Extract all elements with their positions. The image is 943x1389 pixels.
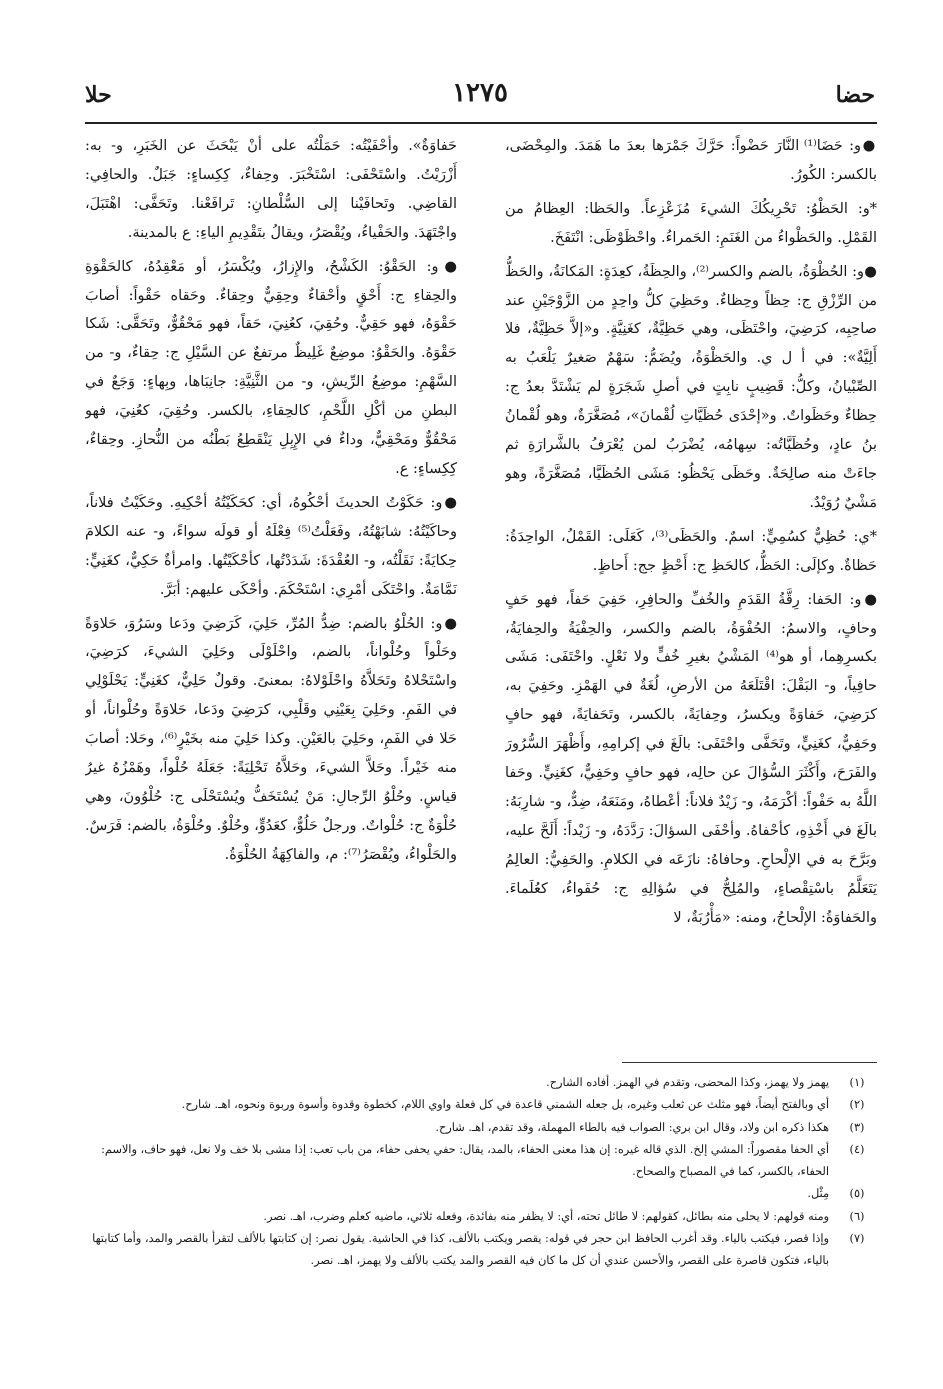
footnote-text: وإذا قصر، فيكتب بالياء. وقد أغرب الحافظ ابن حجر في قوله: يقصر ويكتب بالألف، كذا في الحاشية. يقول نصر: إن كتابتها بالألف لتقرأ بالقصر والمد، وأما كتابتها بالياء، فتكون قاصرة على القصر، والأحسن عندي أن كل ما كان فيه القصر والمد يكتب بالألف ولا يهمز، اهـ. نصر. [92, 1232, 829, 1268]
footnote-text: أي وبالفتح أيضاً، فهو مثلث عن ثعلب وغيره، بل جعله الشمني قاعدة في كل فعلة واوي اللام، كخطوة وقدوة وأسوة وربوة ونحوه، اهـ. شارح. [181, 1098, 829, 1112]
footnote-number: (٧) [849, 1232, 865, 1246]
entry-hada: ●و: حَضَا⁽¹⁾ النَّارَ حَضْواً: حَرَّكَ جَمْرَها بعدَ ما هَمَدَ. والمِحْضَى، بالكسر: الكُورُ. [505, 138, 877, 183]
footnote-text: أي الحفا مقصوراً: المشي إلخ. الذي قاله غيره: إن هذا معنى الحفاء، بالمد، يقال: حفي يحفى حفاء، من باب تعب: إذا مشى بلا خف ولا نعل، فهو حاف، والاسم: الحفاء، بالكسر، كما في المصباح والصحاح. [101, 1142, 829, 1179]
left-column [85, 132, 457, 1062]
entry-hazw: *و: الحَظْوُ: تَحْرِيكُكَ الشيءَ مُزَعْزِعاً. والحَظا: العِظامُ من القَمْلِ. والحَظْواءُ من الغَنَمِ: الحَمراءُ. واحْظَوْظَى: انْتَفَخَ. [505, 200, 877, 246]
footnote [67, 1228, 877, 1273]
footnote [67, 1183, 877, 1205]
entry-huzwa: ●و: الحُظْوَةُ، بالضم والكسر⁽²⁾، والحِظَةُ، كعِدَةٍ: المَكانَةُ، والحَظُّ من الرِّزْقِ ج: حِظاً وحِظاءٌ. وحَظِيَ كلُّ واحِدٍ من الزَّوْجَيْنِ عند صاحِبِه، كرَضِيَ، واحْتَظَى، وهي حَظِيَّةٌ، كغَنِيَّةٍ. و«إلاَّ حَظِيَّةٌ، فلا أَلِيَّةٌ»: في أ ل ي. والحَظْوَةُ، ويُضَمُّ: سَهْمٌ صَغيرٌ يَلْعَبُ به الصِّبْيانُ، وكلُّ: قَضِيبٍ نابِتٍ في أصلِ شَجَرَةٍ لم يَشْتَدَّ بعدُ ج: حِظاءٌ وحَظَواتٌ. و«إحْدَى حُظَيَّاتِ لُقْمانَ»، مُصَغَّرَةٌ، وهو لُقْمانُ بنُ عادٍ، وحُظَيَّاتُه: سِهامُه، يُضْرَبُ لمن يُعْرَفُ بالشَّرارَةِ ثم جاءَتْ منه صالِحَةٌ. وحَظَى يَحْظُو: مَشَى الحُظَيَّا، مُصَغَّرَةً، وهو مَشْيٌ رُوَيْدٌ. [505, 263, 877, 511]
header-left-word: حلا [85, 82, 112, 108]
footnotes [67, 1072, 877, 1273]
footnote-text: مِثْل. [807, 1187, 829, 1201]
page-header [85, 78, 875, 118]
footnote-number: (٤) [849, 1142, 865, 1156]
right-column [505, 132, 877, 1062]
footnote-number: (٢) [849, 1098, 865, 1112]
entry-huzi: *ي: حُظِيٌّ كسُمِيٍّ: اسمٌ. والحَظَى⁽³⁾، كَعَلَى: القَمْلُ، الواحِدَةُ: حَظاةٌ. وكإلَى: الحَظُّ، كالحَظِ ج: أَحْظٍ جج: أَحاظٍ. [505, 528, 877, 574]
footnote-text: هكذا ذكره ابن ولاد، وقال ابن بري: الصواب فيه بالطاء المهملة، وقد تقدم، اهـ. شارح. [435, 1120, 829, 1134]
footnote [67, 1117, 877, 1139]
header-right-word: حضا [835, 82, 875, 108]
footnote-text: يهمز ولا يهمز، وكذا المحضى، وتقدم في الهمز. أفاده الشارح. [546, 1076, 829, 1089]
footnote-number: (٦) [849, 1209, 865, 1223]
footnote-number: (٣) [849, 1120, 865, 1134]
header-rule [85, 122, 877, 124]
entry-hafa-continued: حَفاوَةٌ». وأحْفَيْتُه: حَمَلْتُه على أنْ يَبْحَثَ عن الخَبَرِ، و- به: أَزْرَيْتُ. واسْتَحْفَى: اسْتَخْبَرَ. وحِفاءٌ، كِكِساءٍ: جَبَلٌ. والحافِي: القاضِي. وتَحافَيْنا إلى السُّلْطانِ: تَرافَعْنا. وتَحَفَّى: اهْتَبَلَ، واجْتَهَدَ. والحَفْياءُ، ويُقْصَرُ، ويقالُ بتَقْدِيمِ الياءِ: ع بالمدينة. [85, 138, 457, 241]
footnote [67, 1072, 877, 1094]
footnote-number: (١) [849, 1076, 865, 1089]
footnote [67, 1206, 877, 1228]
entry-hafa: ●و: الحَفا: رِقَّةُ القَدَمِ والخُفِّ والحافِرِ، حَفِيَ حَفاً، فهو حَفٍ وحافٍ، والاسمُ: الحُفْوَةُ، بالضم والكسر، والحِفْيَةُ والحِفايَةُ، بكسرِهِما، أو هو⁽⁴⁾ المَشْيُ بغيرِ خُفٍّ ولا نَعْلٍ. واحْتَفَى: مَشَى حافِياً، و- البَقْلَ: اقْتَلَعَهُ من الأرضِ، لُغَةٌ في الهَمْزِ. وحَفِيَ به، كرَضِيَ، حَفاوَةً ويكسرُ، وحِفايَةً، بالكسر، وتَحَفايَةً، فهو حافٍ وحَفِيٌّ، كغَنِيٍّ، وتَحَفَّى واحْتَفَى: بالَغَ في إكرامِهِ، وأَظْهَرَ السُّرُورَ والفَرَحَ، وأَكْثَرَ السُّؤالَ عن حالِه، فهو حافٍ وحَفِيٌّ، كغَنِيٍّ. وحَفا اللَّهُ به حَفْواً: أكْرَمَهُ، و- زَيْدٌ فلاناً: أعْطاهُ، ومَنَعَهُ، ضِدٌّ، و- شارِبَهُ: بالَغَ في أَخْذِهِ، كأحْفاهُ. وأحْفَى السؤالَ: رَدَّدَهُ، و- زَيْداً: أَلَحَّ عليه، وبَرَّحَ به في الإلْحاحِ. وحافاهُ: نازَعَه في الكلامِ. والحَفِيُّ: العالِمُ يَتَعَلَّمُ باسْتِقْصاءٍ، والمُلِحُّ في سُؤالِهِ ج: حُفَواءُ، كعُلَماءَ. والحَفاوَةُ: الإلْحاحُ، ومنه: «مَأْرُبَةٌ، لا [505, 591, 877, 926]
footnote-number: (٥) [849, 1187, 865, 1201]
footnote-text: ومنه قولهم: لا يحلى منه بطائل، كقولهم: لا طائل تحته، أي: لا يظفر منه بفائدة، وفعله ثلاثي، ماضيه كعلم وضرب، اهـ. نصر. [263, 1209, 829, 1223]
page-number: ١٢٧٥ [452, 78, 508, 108]
entry-hakw: ●و: حَكَوْتُ الحديثَ أحْكُوهُ، أي: كحَكَيْتُهُ أحْكِيهِ. وحَكَيْتُ فلاناً، وحاكَيْتُهُ: شابَهْتُهُ، وفَعَلْتُ⁽⁵⁾ فِعْلَهُ أو قولَه سواءً، و- عنه الكلامَ حِكايَةً: نَقَلْتُه، و- العُقْدَةَ: شَدَدْتُها، كأحْكَيْتُها. وامرأةٌ حَكِيٌّ، كغَنِيٍّ: نَمَّامَةٌ. واحْتَكَى أمْرِي: اسْتَحْكَمَ. وأحْكَى عليهم: أبَرَّ. [85, 494, 457, 598]
entry-hulw: ●و: الحُلْوُ بالضم: ضِدُّ المُرِّ، حَلِيَ، كَرَضِيَ ودَعا وسَرُوَ، حَلاوَةً وحَلْواً وحُلْواناً، بالضم، واحْلَوْلَى وحَلِيَ الشيءَ، كرَضِيَ، واسْتَحْلاهُ وتَحَلاَّهُ واحْلَوْلاهُ: بمعنىً. وقولٌ حَلِيٌّ، كغَنِيٍّ: يَحْلَوْلِي في الفَمِ. وحَلِيَ بِعَيْنِي وقَلْبِي، كرَضِيَ ودَعا، حَلاوَةً وحُلْواناً، أو حَلا في الفَمِ، وحَلِيَ بالعَيْنِ. وكذا حَلِيَ منه بخَيْرٍ⁽⁶⁾، وحَلا: أصابَ منه خَيْراً. وحَلاَّ الشيءَ، وحَلاَّهُ تَحْلِيَةً: جَعَلَهُ حُلْواً، وهَمْزُهُ غيرُ قياسٍ. وحُلْوُ الرِّجالِ: مَنْ يُسْتَخَفُّ ويُسْتَحْلَى ج: حُلْوُونَ، وهي حُلْوَةٌ ج: حُلْواتٌ. ورجلٌ حَلُوٌّ، كعَدُوٍّ، وحُلْوٌ. وحُلْوَةُ، بالضم: فَرَسٌ. والحَلْواءُ، ويُقْصَرُ⁽⁷⁾: م، والفاكِهَةُ الحُلْوَةُ. [85, 615, 457, 863]
footnote [67, 1094, 877, 1116]
footnote-rule [622, 1062, 877, 1063]
footnote [67, 1139, 877, 1184]
entry-haqw: ●و: الحَقْوُ: الكَشْحُ، والإِزارُ، ويُكْسَرُ، أو مَعْقِدُهُ، كالحَقْوَةِ والحِقاءِ ج: أَحْقٍ وأحْقاءٌ وحِقِيٌّ وحِقاءٌ. وحَقاه حَقْواً: أصابَ حَقْوَهُ، فهو حَقِيٌّ. وحُقِيَ، كعُنِيَ، حَقاً، فهو مَحْقُوٌّ، وتَحَقَّى: شَكا حَقْوَهُ. والحَقْوُ: موضِعٌ غَلِيظٌ مرتفعٌ عن السَّيْلِ ج: حِقاءٌ، و- من السَّهْمِ: موضِعُ الرِّيشِ، و- من الثَّنِيَّةِ: جانِبَاها، وبِهاءٍ: وَجَعٌ في البطنِ من أكْلِ اللَّحْمِ، كالحِقاءِ، بالكسر. وحُقِيَ، كعُنِيَ، فهو مَحْقُوٌّ ومَحْقِيٌّ، وداءٌ في الإِبِلِ يَنْقَطِعُ بَطْنُه من النُّحازِ. وحِقاءٌ، كِكِساءٍ: ع. [85, 258, 457, 477]
